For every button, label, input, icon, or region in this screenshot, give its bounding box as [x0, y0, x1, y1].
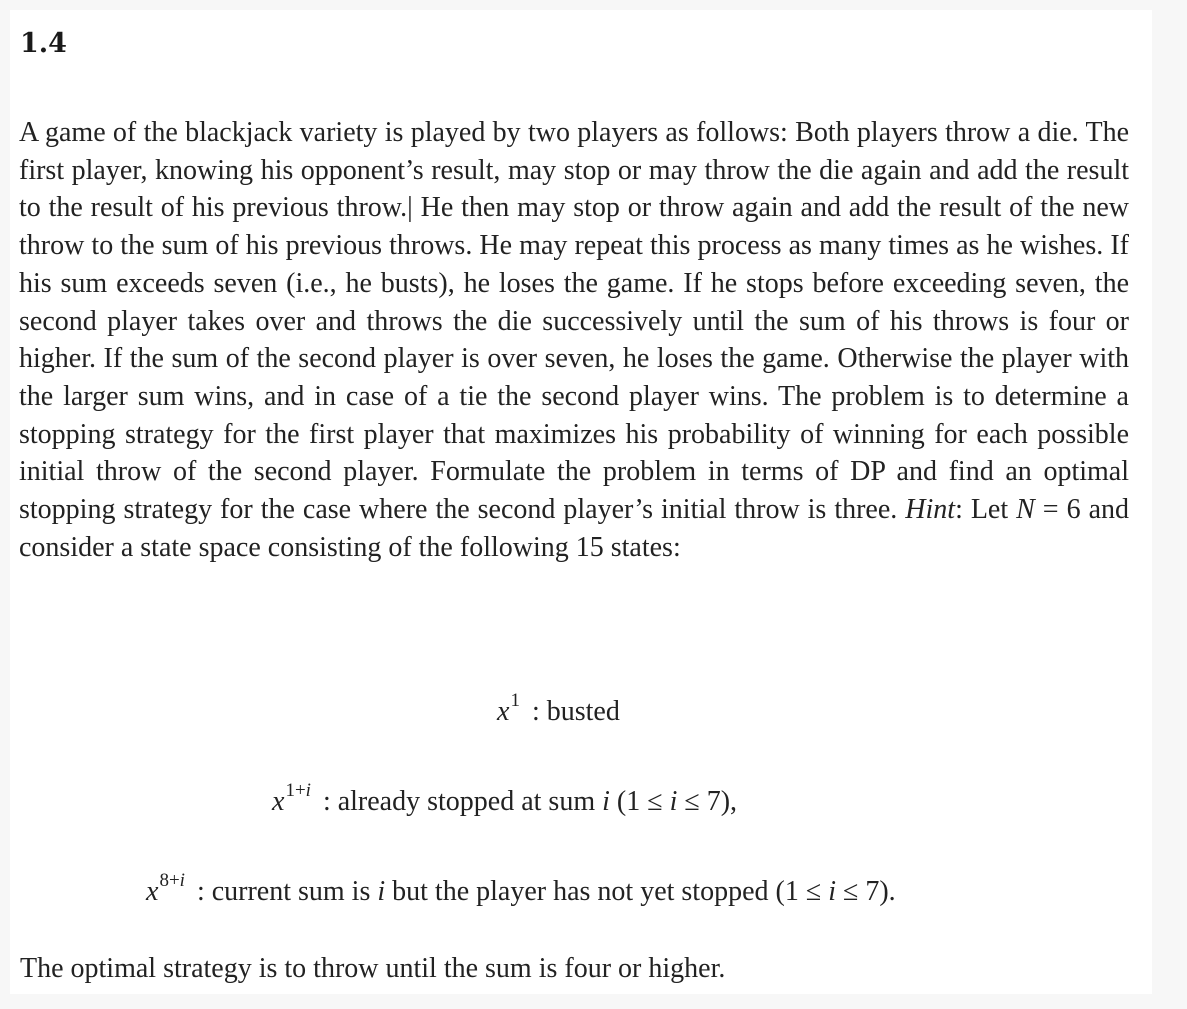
- state-superscript: 8+i: [159, 869, 185, 891]
- problem-statement: [19, 114, 1129, 566]
- state-separator: :: [189, 876, 212, 907]
- state-separator: :: [315, 786, 338, 817]
- state-equation-stopped: [272, 779, 738, 817]
- conclusion-text: The optimal strategy is to throw until the sum is four or higher.: [20, 953, 726, 984]
- state-superscript: 1: [510, 689, 520, 711]
- hint-text-after: and consider a state space consisting of the following 15 states:: [19, 494, 1129, 563]
- hint-variable: N: [1016, 494, 1035, 526]
- state-equation-busted: [497, 689, 620, 727]
- state-condition-variable: i: [602, 786, 610, 817]
- problem-text: A game of the blackjack variety is played by two players as follows: Both players throw a die. The first player, knowing his opponent’s result, may stop or may throw the die again and add the result to the result of his previous throw.| He then may stop or throw again and add the result of the new throw to the sum of his previous throws. He may repeat this process as many times as he wishes. If his sum exceeds seven (i.e., he busts), he loses the game. If he stops before exceeding seven, the second player takes over and throws the die successively until the sum of his throws is four or higher. If the sum of the second player is over seven, he loses the game. Otherwise the player with the larger sum wins, and in case of a tie the second player wins. The problem is to determine a stopping strategy for the first player that maximizes his probability of winning for each possible initial throw of the second player. Formulate the problem in terms of DP and find an optimal stopping strategy for the case where the second player’s initial throw is three.: [19, 117, 1129, 526]
- hint-label: Hint: [905, 494, 956, 526]
- state-separator: :: [524, 696, 547, 727]
- document-page: [10, 10, 1152, 994]
- hint-equation: = 6: [1034, 494, 1081, 526]
- state-superscript: 1+i: [285, 779, 311, 801]
- state-range: (1 ≤ i ≤ 7),: [609, 786, 738, 817]
- section-heading: 1.4: [20, 28, 67, 59]
- state-variable: x: [272, 786, 285, 817]
- state-range: but the player has not yet stopped (1 ≤ i ≤ 7).: [385, 876, 896, 907]
- state-condition-variable: i: [377, 876, 386, 907]
- state-variable: x: [146, 876, 159, 907]
- state-equation-not-stopped: [146, 869, 896, 907]
- state-variable: x: [497, 696, 510, 727]
- hint-text-before: : Let: [955, 494, 1017, 526]
- state-description: busted: [546, 696, 620, 727]
- state-description: current sum is: [211, 876, 378, 907]
- state-description: already stopped at sum: [337, 786, 603, 817]
